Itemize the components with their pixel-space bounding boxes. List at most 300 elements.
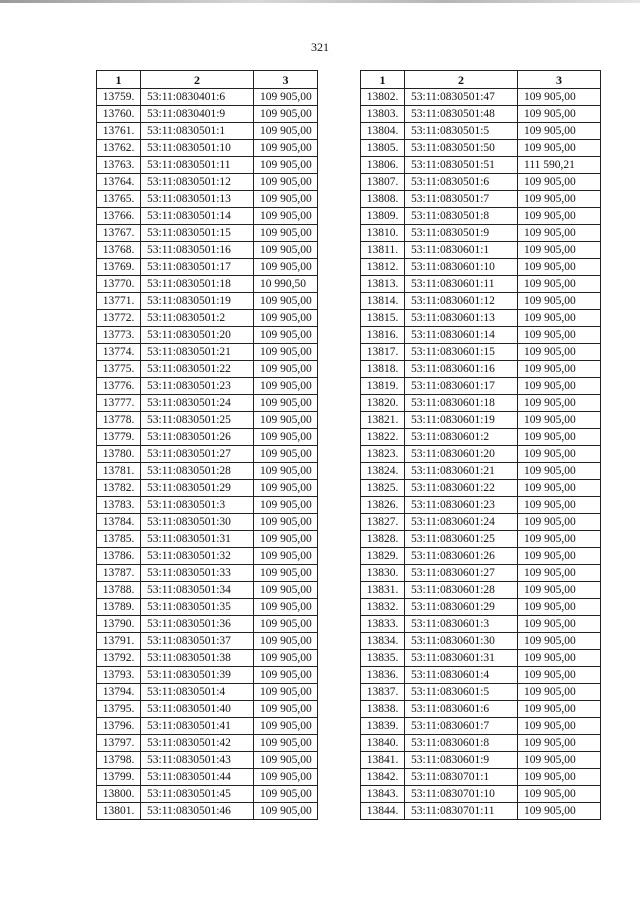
table-row [97,327,318,344]
cadastral-number-cell: 53:11:0830501:44 [141,769,254,786]
row-number-cell: 13796. [97,718,141,735]
table-row [97,786,318,803]
value-cell: 109 905,00 [254,701,318,718]
table-row [361,106,601,123]
cadastral-number-cell: 53:11:0830501:38 [141,650,254,667]
table-row [97,650,318,667]
row-number-cell: 13773. [97,327,141,344]
table-row [97,429,318,446]
row-number-cell: 13767. [97,225,141,242]
row-number-cell: 13788. [97,582,141,599]
cadastral-number-cell: 53:11:0830601:1 [405,242,518,259]
value-cell: 109 905,00 [254,140,318,157]
cadastral-number-cell: 53:11:0830601:31 [405,650,518,667]
table-row [97,667,318,684]
cadastral-number-cell: 53:11:0830601:12 [405,293,518,310]
cadastral-number-cell: 53:11:0830601:17 [405,378,518,395]
row-number-cell: 13843. [361,786,405,803]
table-row [361,293,601,310]
value-cell: 109 905,00 [518,242,601,259]
table-row [97,225,318,242]
value-cell: 109 905,00 [518,259,601,276]
value-cell: 109 905,00 [254,769,318,786]
table-row [361,225,601,242]
row-number-cell: 13795. [97,701,141,718]
table-row [361,786,601,803]
table-row [361,191,601,208]
row-number-cell: 13834. [361,633,405,650]
value-cell: 109 905,00 [518,803,601,820]
table-row [97,412,318,429]
row-number-cell: 13783. [97,497,141,514]
table-body-left [97,89,318,820]
table-header-row [361,71,601,89]
value-cell: 109 905,00 [254,429,318,446]
value-cell: 109 905,00 [254,174,318,191]
cadastral-number-cell: 53:11:0830501:43 [141,752,254,769]
table-row [97,735,318,752]
cadastral-number-cell: 53:11:0830501:12 [141,174,254,191]
cadastral-number-cell: 53:11:0830501:14 [141,208,254,225]
value-cell: 109 905,00 [518,633,601,650]
row-number-cell: 13801. [97,803,141,820]
value-cell: 109 905,00 [254,412,318,429]
value-cell: 109 905,00 [518,786,601,803]
cadastral-number-cell: 53:11:0830601:6 [405,701,518,718]
table-row [361,276,601,293]
row-number-cell: 13808. [361,191,405,208]
table-row [97,208,318,225]
value-cell: 109 905,00 [254,497,318,514]
row-number-cell: 13792. [97,650,141,667]
value-cell: 109 905,00 [254,361,318,378]
value-cell: 109 905,00 [254,327,318,344]
value-cell: 109 905,00 [254,480,318,497]
value-cell: 109 905,00 [518,599,601,616]
value-cell: 109 905,00 [518,89,601,106]
row-number-cell: 13820. [361,395,405,412]
value-cell: 109 905,00 [518,752,601,769]
row-number-cell: 13819. [361,378,405,395]
value-cell: 109 905,00 [254,582,318,599]
row-number-cell: 13785. [97,531,141,548]
table-row [97,548,318,565]
table-row [97,599,318,616]
row-number-cell: 13835. [361,650,405,667]
value-cell: 109 905,00 [254,344,318,361]
value-cell: 109 905,00 [518,650,601,667]
row-number-cell: 13813. [361,276,405,293]
register-table-right [360,70,601,820]
value-cell: 109 905,00 [254,616,318,633]
value-cell: 109 905,00 [518,378,601,395]
column-header-1: 1 [361,71,405,89]
row-number-cell: 13770. [97,276,141,293]
row-number-cell: 13775. [97,361,141,378]
table-row [361,208,601,225]
cadastral-number-cell: 53:11:0830601:20 [405,446,518,463]
row-number-cell: 13786. [97,548,141,565]
row-number-cell: 13818. [361,361,405,378]
row-number-cell: 13826. [361,497,405,514]
row-number-cell: 13789. [97,599,141,616]
value-cell: 109 905,00 [518,191,601,208]
table-row [361,565,601,582]
cadastral-number-cell: 53:11:0830501:47 [405,89,518,106]
row-number-cell: 13797. [97,735,141,752]
table-row [361,531,601,548]
table-row [361,803,601,820]
cadastral-number-cell: 53:11:0830501:17 [141,259,254,276]
page-number: 321 [311,40,329,54]
register-table-left [96,70,318,820]
row-number-cell: 13778. [97,412,141,429]
value-cell: 109 905,00 [254,89,318,106]
table-row [97,701,318,718]
row-number-cell: 13774. [97,344,141,361]
table-row [361,633,601,650]
cadastral-number-cell: 53:11:0830501:26 [141,429,254,446]
cadastral-number-cell: 53:11:0830601:8 [405,735,518,752]
cadastral-number-cell: 53:11:0830601:2 [405,429,518,446]
value-cell: 109 905,00 [254,225,318,242]
row-number-cell: 13831. [361,582,405,599]
cadastral-number-cell: 53:11:0830601:15 [405,344,518,361]
cadastral-number-cell: 53:11:0830601:27 [405,565,518,582]
value-cell: 109 905,00 [518,174,601,191]
table-row [97,344,318,361]
table-row [97,174,318,191]
table-row [97,718,318,735]
value-cell: 10 990,50 [254,276,318,293]
row-number-cell: 13816. [361,327,405,344]
table-row [361,123,601,140]
row-number-cell: 13832. [361,599,405,616]
table-row [361,242,601,259]
cadastral-number-cell: 53:11:0830501:46 [141,803,254,820]
cadastral-number-cell: 53:11:0830501:33 [141,565,254,582]
row-number-cell: 13812. [361,259,405,276]
row-number-cell: 13793. [97,667,141,684]
value-cell: 109 905,00 [518,616,601,633]
cadastral-number-cell: 53:11:0830501:29 [141,480,254,497]
table-row [361,616,601,633]
table-row [97,157,318,174]
cadastral-number-cell: 53:11:0830501:45 [141,786,254,803]
table-row [97,769,318,786]
value-cell: 109 905,00 [518,514,601,531]
row-number-cell: 13803. [361,106,405,123]
value-cell: 109 905,00 [518,446,601,463]
value-cell: 109 905,00 [518,106,601,123]
cadastral-number-cell: 53:11:0830601:29 [405,599,518,616]
row-number-cell: 13772. [97,310,141,327]
table-header-row [97,71,318,89]
table-row [361,446,601,463]
value-cell: 111 590,21 [518,157,601,174]
value-cell: 109 905,00 [518,225,601,242]
value-cell: 109 905,00 [518,548,601,565]
row-number-cell: 13794. [97,684,141,701]
value-cell: 109 905,00 [518,735,601,752]
cadastral-number-cell: 53:11:0830601:24 [405,514,518,531]
table-row [97,293,318,310]
cadastral-number-cell: 53:11:0830501:41 [141,718,254,735]
cadastral-number-cell: 53:11:0830501:19 [141,293,254,310]
table-row [361,480,601,497]
row-number-cell: 13823. [361,446,405,463]
value-cell: 109 905,00 [254,378,318,395]
row-number-cell: 13817. [361,344,405,361]
row-number-cell: 13762. [97,140,141,157]
value-cell: 109 905,00 [254,123,318,140]
table-row [361,429,601,446]
value-cell: 109 905,00 [254,684,318,701]
cadastral-number-cell: 53:11:0830501:20 [141,327,254,344]
cadastral-number-cell: 53:11:0830401:6 [141,89,254,106]
table-row [97,276,318,293]
cadastral-number-cell: 53:11:0830501:18 [141,276,254,293]
row-number-cell: 13836. [361,667,405,684]
value-cell: 109 905,00 [518,497,601,514]
table-row [361,344,601,361]
table-row [97,463,318,480]
row-number-cell: 13810. [361,225,405,242]
table-body-right [361,89,601,820]
cadastral-number-cell: 53:11:0830701:11 [405,803,518,820]
cadastral-number-cell: 53:11:0830601:7 [405,718,518,735]
table-row [361,395,601,412]
row-number-cell: 13759. [97,89,141,106]
table-row [97,89,318,106]
cadastral-number-cell: 53:11:0830701:1 [405,769,518,786]
value-cell: 109 905,00 [518,769,601,786]
row-number-cell: 13807. [361,174,405,191]
row-number-cell: 13799. [97,769,141,786]
table-row [97,259,318,276]
cadastral-number-cell: 53:11:0830501:3 [141,497,254,514]
table-row [361,684,601,701]
row-number-cell: 13828. [361,531,405,548]
cadastral-number-cell: 53:11:0830501:23 [141,378,254,395]
table-row [97,480,318,497]
value-cell: 109 905,00 [254,293,318,310]
value-cell: 109 905,00 [254,548,318,565]
cadastral-number-cell: 53:11:0830501:40 [141,701,254,718]
table-row [361,667,601,684]
table-row [97,361,318,378]
cadastral-number-cell: 53:11:0830601:22 [405,480,518,497]
value-cell: 109 905,00 [254,667,318,684]
row-number-cell: 13815. [361,310,405,327]
value-cell: 109 905,00 [518,718,601,735]
table-row [361,497,601,514]
value-cell: 109 905,00 [254,565,318,582]
cadastral-number-cell: 53:11:0830601:23 [405,497,518,514]
cadastral-number-cell: 53:11:0830701:10 [405,786,518,803]
table-row [361,157,601,174]
row-number-cell: 13804. [361,123,405,140]
table-row [361,701,601,718]
row-number-cell: 13824. [361,463,405,480]
table-row [361,412,601,429]
value-cell: 109 905,00 [518,361,601,378]
cadastral-number-cell: 53:11:0830501:10 [141,140,254,157]
table-row [361,735,601,752]
cadastral-number-cell: 53:11:0830601:11 [405,276,518,293]
row-number-cell: 13777. [97,395,141,412]
table-row [361,769,601,786]
cadastral-number-cell: 53:11:0830501:6 [405,174,518,191]
row-number-cell: 13833. [361,616,405,633]
column-header-1: 1 [97,71,141,89]
cadastral-number-cell: 53:11:0830501:13 [141,191,254,208]
value-cell: 109 905,00 [254,514,318,531]
cadastral-number-cell: 53:11:0830601:13 [405,310,518,327]
cadastral-number-cell: 53:11:0830501:35 [141,599,254,616]
cadastral-number-cell: 53:11:0830501:28 [141,463,254,480]
row-number-cell: 13769. [97,259,141,276]
value-cell: 109 905,00 [518,684,601,701]
row-number-cell: 13768. [97,242,141,259]
cadastral-number-cell: 53:11:0830501:50 [405,140,518,157]
row-number-cell: 13780. [97,446,141,463]
cadastral-number-cell: 53:11:0830501:31 [141,531,254,548]
cadastral-number-cell: 53:11:0830601:28 [405,582,518,599]
row-number-cell: 13765. [97,191,141,208]
cadastral-number-cell: 53:11:0830601:9 [405,752,518,769]
cadastral-number-cell: 53:11:0830601:16 [405,361,518,378]
cadastral-number-cell: 53:11:0830601:3 [405,616,518,633]
value-cell: 109 905,00 [254,208,318,225]
value-cell: 109 905,00 [254,752,318,769]
table-row [361,514,601,531]
cadastral-number-cell: 53:11:0830601:5 [405,684,518,701]
cadastral-number-cell: 53:11:0830601:10 [405,259,518,276]
table-row [361,752,601,769]
table-row [97,497,318,514]
table-row [361,548,601,565]
row-number-cell: 13814. [361,293,405,310]
value-cell: 109 905,00 [518,582,601,599]
row-number-cell: 13840. [361,735,405,752]
value-cell: 109 905,00 [518,480,601,497]
row-number-cell: 13805. [361,140,405,157]
table-row [361,140,601,157]
value-cell: 109 905,00 [518,565,601,582]
row-number-cell: 13798. [97,752,141,769]
table-row [97,242,318,259]
cadastral-number-cell: 53:11:0830501:24 [141,395,254,412]
value-cell: 109 905,00 [518,276,601,293]
table-row [361,89,601,106]
table-row [361,463,601,480]
value-cell: 109 905,00 [518,429,601,446]
table-row [361,650,601,667]
value-cell: 109 905,00 [518,327,601,344]
value-cell: 109 905,00 [254,310,318,327]
table-row [97,106,318,123]
table-row [97,803,318,820]
table-row [97,140,318,157]
cadastral-number-cell: 53:11:0830501:2 [141,310,254,327]
table-row [97,395,318,412]
row-number-cell: 13790. [97,616,141,633]
value-cell: 109 905,00 [254,650,318,667]
row-number-cell: 13776. [97,378,141,395]
cadastral-number-cell: 53:11:0830501:7 [405,191,518,208]
row-number-cell: 13766. [97,208,141,225]
value-cell: 109 905,00 [254,633,318,650]
row-number-cell: 13809. [361,208,405,225]
row-number-cell: 13842. [361,769,405,786]
row-number-cell: 13830. [361,565,405,582]
row-number-cell: 13839. [361,718,405,735]
table-row [97,582,318,599]
value-cell: 109 905,00 [518,463,601,480]
cadastral-number-cell: 53:11:0830501:11 [141,157,254,174]
cadastral-number-cell: 53:11:0830501:1 [141,123,254,140]
value-cell: 109 905,00 [518,310,601,327]
column-header-3: 3 [254,71,318,89]
table-row [97,531,318,548]
table-row [361,599,601,616]
row-number-cell: 13782. [97,480,141,497]
table-row [361,718,601,735]
row-number-cell: 13838. [361,701,405,718]
table-row [97,616,318,633]
row-number-cell: 13844. [361,803,405,820]
cadastral-number-cell: 53:11:0830501:9 [405,225,518,242]
cadastral-number-cell: 53:11:0830501:15 [141,225,254,242]
table-row [361,327,601,344]
cadastral-number-cell: 53:11:0830501:8 [405,208,518,225]
cadastral-number-cell: 53:11:0830501:37 [141,633,254,650]
table-row [361,259,601,276]
table-row [97,633,318,650]
value-cell: 109 905,00 [254,191,318,208]
value-cell: 109 905,00 [518,344,601,361]
row-number-cell: 13791. [97,633,141,650]
value-cell: 109 905,00 [518,412,601,429]
cadastral-number-cell: 53:11:0830501:22 [141,361,254,378]
column-header-2: 2 [405,71,518,89]
table-row [97,310,318,327]
value-cell: 109 905,00 [518,395,601,412]
cadastral-number-cell: 53:11:0830501:4 [141,684,254,701]
value-cell: 109 905,00 [254,531,318,548]
table-row [97,752,318,769]
row-number-cell: 13760. [97,106,141,123]
cadastral-number-cell: 53:11:0830401:9 [141,106,254,123]
value-cell: 109 905,00 [254,786,318,803]
row-number-cell: 13802. [361,89,405,106]
value-cell: 109 905,00 [254,463,318,480]
cadastral-number-cell: 53:11:0830501:27 [141,446,254,463]
cadastral-number-cell: 53:11:0830501:30 [141,514,254,531]
row-number-cell: 13806. [361,157,405,174]
cadastral-number-cell: 53:11:0830601:19 [405,412,518,429]
column-header-3: 3 [518,71,601,89]
value-cell: 109 905,00 [518,140,601,157]
column-header-2: 2 [141,71,254,89]
value-cell: 109 905,00 [518,123,601,140]
table-row [361,378,601,395]
cadastral-number-cell: 53:11:0830501:34 [141,582,254,599]
cadastral-number-cell: 53:11:0830501:48 [405,106,518,123]
table-row [361,361,601,378]
scan-edge-artifact [0,0,640,3]
